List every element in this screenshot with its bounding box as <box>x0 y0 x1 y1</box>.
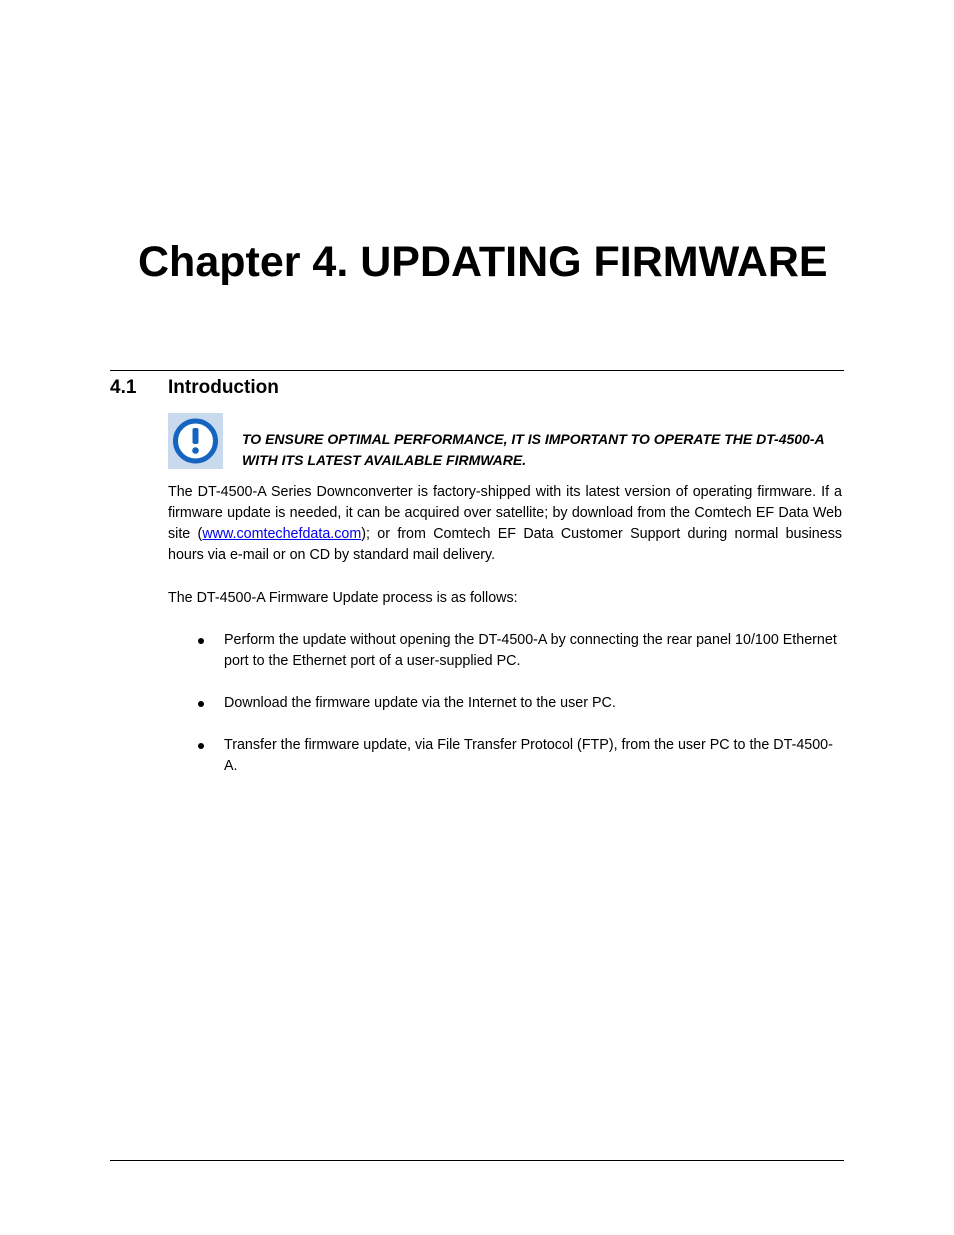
bullet-icon <box>198 743 204 749</box>
section-title: Introduction <box>168 377 279 398</box>
list-item <box>196 630 846 672</box>
intro-text-end: ); or from Comtech EF Data Customer Support during normal business hours via e-mail or on CD by standard mail delivery. <box>168 526 842 563</box>
website-link[interactable]: www.comtechefdata.com <box>202 526 362 542</box>
bullet-icon <box>198 701 204 707</box>
list-item-text: Perform the update without opening the DT-4500-A by connecting the rear panel 10/100 Ethernet port to the Ethernet port of a user-supplied PC. <box>224 632 837 669</box>
process-steps-list <box>196 630 846 798</box>
exclamation-circle-icon <box>168 413 223 469</box>
footer-divider <box>110 1160 844 1161</box>
list-item <box>196 693 846 714</box>
process-intro-paragraph: The DT-4500-A Firmware Update process is as follows: <box>168 590 518 606</box>
notice-text: TO ENSURE OPTIMAL PERFORMANCE, IT IS IMPORTANT TO OPERATE THE DT-4500-A WITH ITS LATEST AVAILABLE FIRMWARE. <box>242 431 825 468</box>
section-divider <box>110 370 844 371</box>
intro-text-start: The DT-4500-A Series Downconverter is factory-shipped with its latest version of operating firmware. If a firmware update is needed, it can be acquired over satellite; by download from the Comtech EF Data Web site ( <box>168 484 842 542</box>
section-number: 4.1 <box>110 377 137 398</box>
intro-paragraph <box>168 482 842 566</box>
list-item <box>196 735 846 777</box>
chapter-title: Chapter 4. UPDATING FIRMWARE <box>138 238 828 286</box>
list-item-text: Transfer the firmware update, via File Transfer Protocol (FTP), from the user PC to the DT-4500-A. <box>224 737 833 774</box>
list-item-text: Download the firmware update via the Internet to the user PC. <box>224 695 616 711</box>
section-heading <box>110 376 279 400</box>
bullet-icon <box>198 638 204 644</box>
